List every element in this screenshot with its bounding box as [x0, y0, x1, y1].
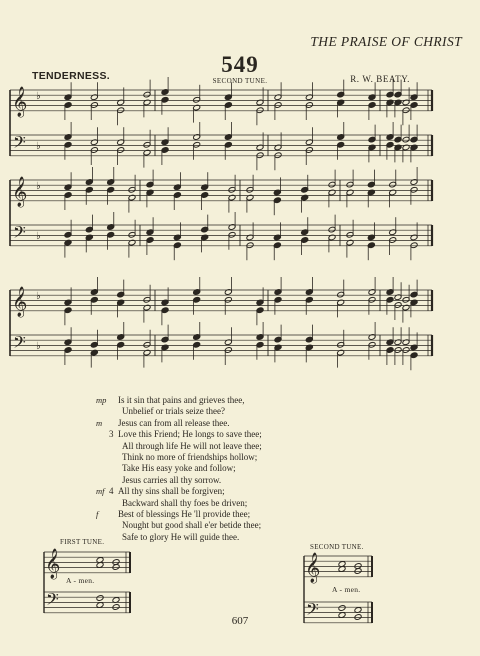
verse-line: Love this Friend; He longs to save thee; 3: [109, 429, 262, 440]
verse-line: Take His easy yoke and follow;: [122, 463, 236, 474]
verse-line: Safe to glory He will guide thee.: [122, 531, 240, 542]
treble-clef: 𝄞: [305, 553, 321, 583]
bass-clef: 𝄢: [13, 222, 26, 246]
bass-clef: 𝄢: [13, 132, 26, 156]
treble-clef: 𝄞: [12, 177, 28, 207]
flat-sign: ♭: [36, 291, 41, 302]
dynamic-mark: mf: [96, 486, 105, 497]
note-head: [96, 595, 104, 602]
second-tune-amen: A - men.: [332, 585, 361, 594]
verse-line: Jesus carries all thy sorrow.: [122, 474, 222, 485]
flat-sign: ♭: [36, 141, 41, 152]
treble-clef: 𝄞: [12, 87, 28, 117]
verse-number: 4: [109, 486, 114, 497]
running-title: THE PRAISE OF CHRIST: [310, 34, 462, 49]
verse-line: Is it sin that pains and grieves thee, mp: [96, 395, 245, 405]
verse-number: 3: [109, 429, 114, 440]
second-tune-label: SECOND TUNE.: [310, 543, 364, 551]
verse-line: All through life He will not leave thee;: [122, 440, 262, 451]
note-head: [338, 605, 346, 612]
first-tune-amen: A - men.: [66, 576, 95, 585]
bass-clef: 𝄢: [13, 332, 26, 356]
verse-line: Jesus can from all release thee. m: [96, 417, 230, 428]
note-head: [354, 568, 362, 575]
dynamic-mark: mp: [96, 395, 107, 405]
dynamic-mark: m: [96, 417, 103, 428]
flat-sign: ♭: [36, 231, 41, 242]
verse-line: Nought but good shall e'er betide thee;: [122, 520, 262, 531]
flat-sign: ♭: [36, 181, 41, 192]
verse-line: All thy sins shall be forgiven; 4 mf: [96, 486, 225, 497]
treble-clef: 𝄞: [12, 287, 28, 317]
dynamic-mark: f: [96, 509, 99, 520]
tune-subtitle: SECOND TUNE.: [212, 77, 268, 85]
first-tune-label: FIRST TUNE.: [60, 538, 105, 546]
verse-line: Think no more of friendships hollow;: [122, 452, 258, 463]
flat-sign: ♭: [36, 341, 41, 352]
verses-block: [96, 395, 262, 543]
flat-sign: ♭: [36, 91, 41, 102]
note-head: [112, 604, 120, 611]
note-head: [112, 564, 120, 571]
verse-line: Unbelief or trials seize thee?: [122, 406, 225, 417]
treble-clef: 𝄞: [45, 549, 61, 579]
tune-name: TENDERNESS.: [32, 70, 110, 82]
hymn-number: 549: [221, 52, 259, 77]
composer: R. W. BEATY.: [350, 74, 410, 84]
verse-line: Best of blessings He 'll provide thee; f: [96, 509, 251, 520]
bass-clef: 𝄢: [46, 589, 59, 613]
verse-line: Backward shall thy foes be driven;: [122, 497, 248, 508]
page-number: 607: [231, 615, 249, 627]
bass-clef: 𝄢: [306, 599, 319, 623]
